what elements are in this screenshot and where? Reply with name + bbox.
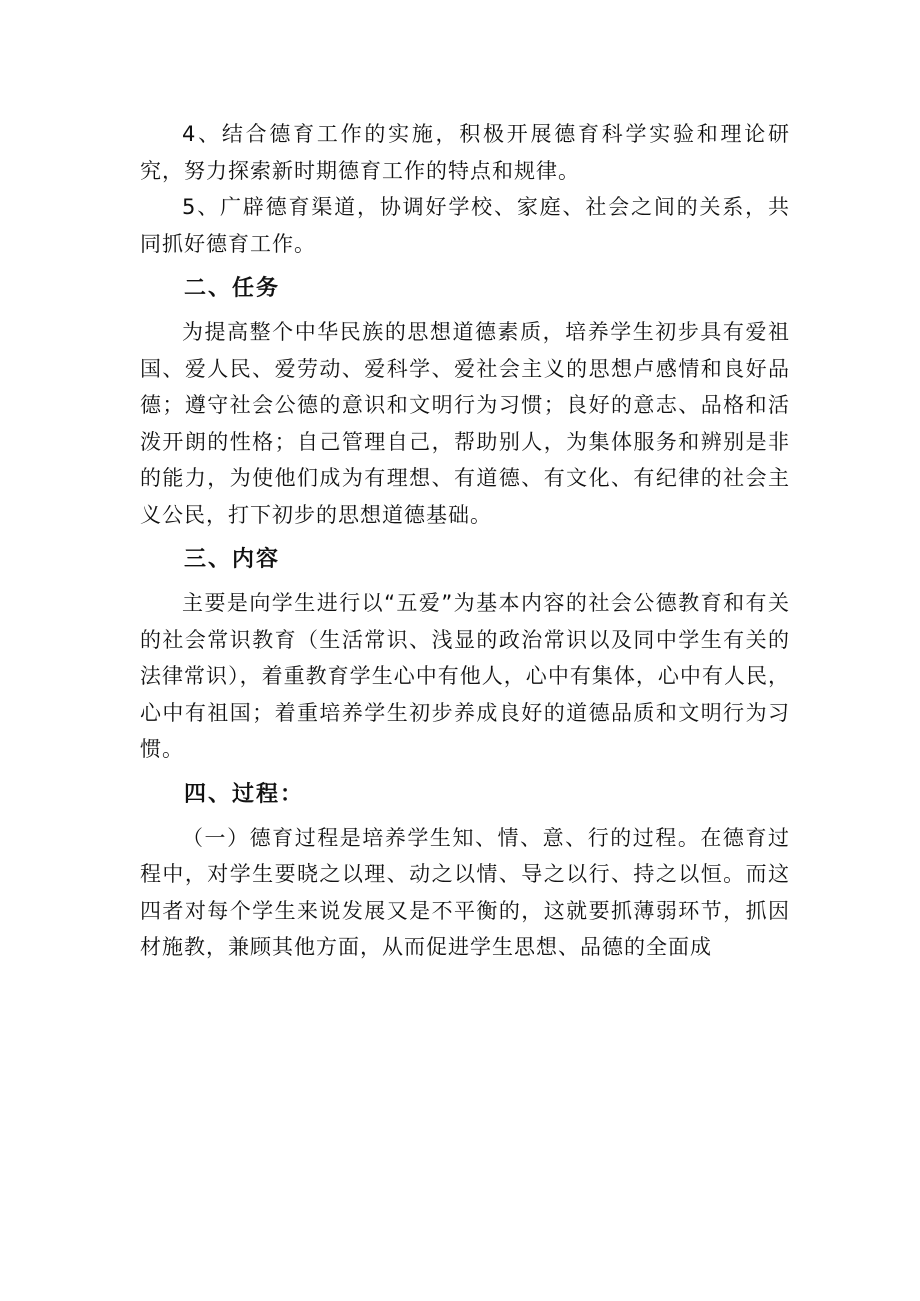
- section-heading-content: 三、内容: [184, 547, 281, 572]
- section-heading-tasks: 二、任务: [184, 276, 281, 301]
- paragraph-process-1: （一）德育过程是培养学生知、情、意、行的过程。在德育过程中，对学生要晓之以理、动之以情、导之以行、持之以恒。而这四者对每个学生来说发展又是不平衡的，这就要抓薄弱环节，抓因材施教，兼顾其他方面，从而促进学生思想、品德的全面成: [140, 825, 790, 959]
- paragraph-item-4: 4、结合德育工作的实施，积极开展德育科学实验和理论研究，努力探索新时期德育工作的特点和规律。: [140, 122, 790, 183]
- document-body: [140, 116, 790, 966]
- section-heading-process: 四、过程：: [184, 781, 305, 807]
- paragraph-content: 主要是向学生进行以“五爱”为基本内容的社会公德教育和有关的社会常识教育（生活常识、浅显的政治常识以及同中学生有关的法律常识），着重教育学生心中有他人，心中有集体，心中有人民，心中有祖国；着重培养学生初步养成良好的道德品质和文明行为习惯。: [140, 591, 790, 761]
- paragraph-tasks: 为提高整个中华民族的思想道德素质，培养学生初步具有爱祖国、爱人民、爱劳动、爱科学、爱社会主义的思想卢感情和良好品德；遵守社会公德的意识和文明行为习惯；良好的意志、品格和活泼开朗的性格；自己管理自己，帮助别人，为集体服务和辨别是非的能力，为使他们成为有理想、有道德、有文化、有纪律的社会主义公民，打下初步的思想道德基础。: [140, 320, 790, 527]
- paragraph-item-5: 5、广辟德育渠道，协调好学校、家庭、社会之间的关系，共同抓好德育工作。: [140, 195, 790, 256]
